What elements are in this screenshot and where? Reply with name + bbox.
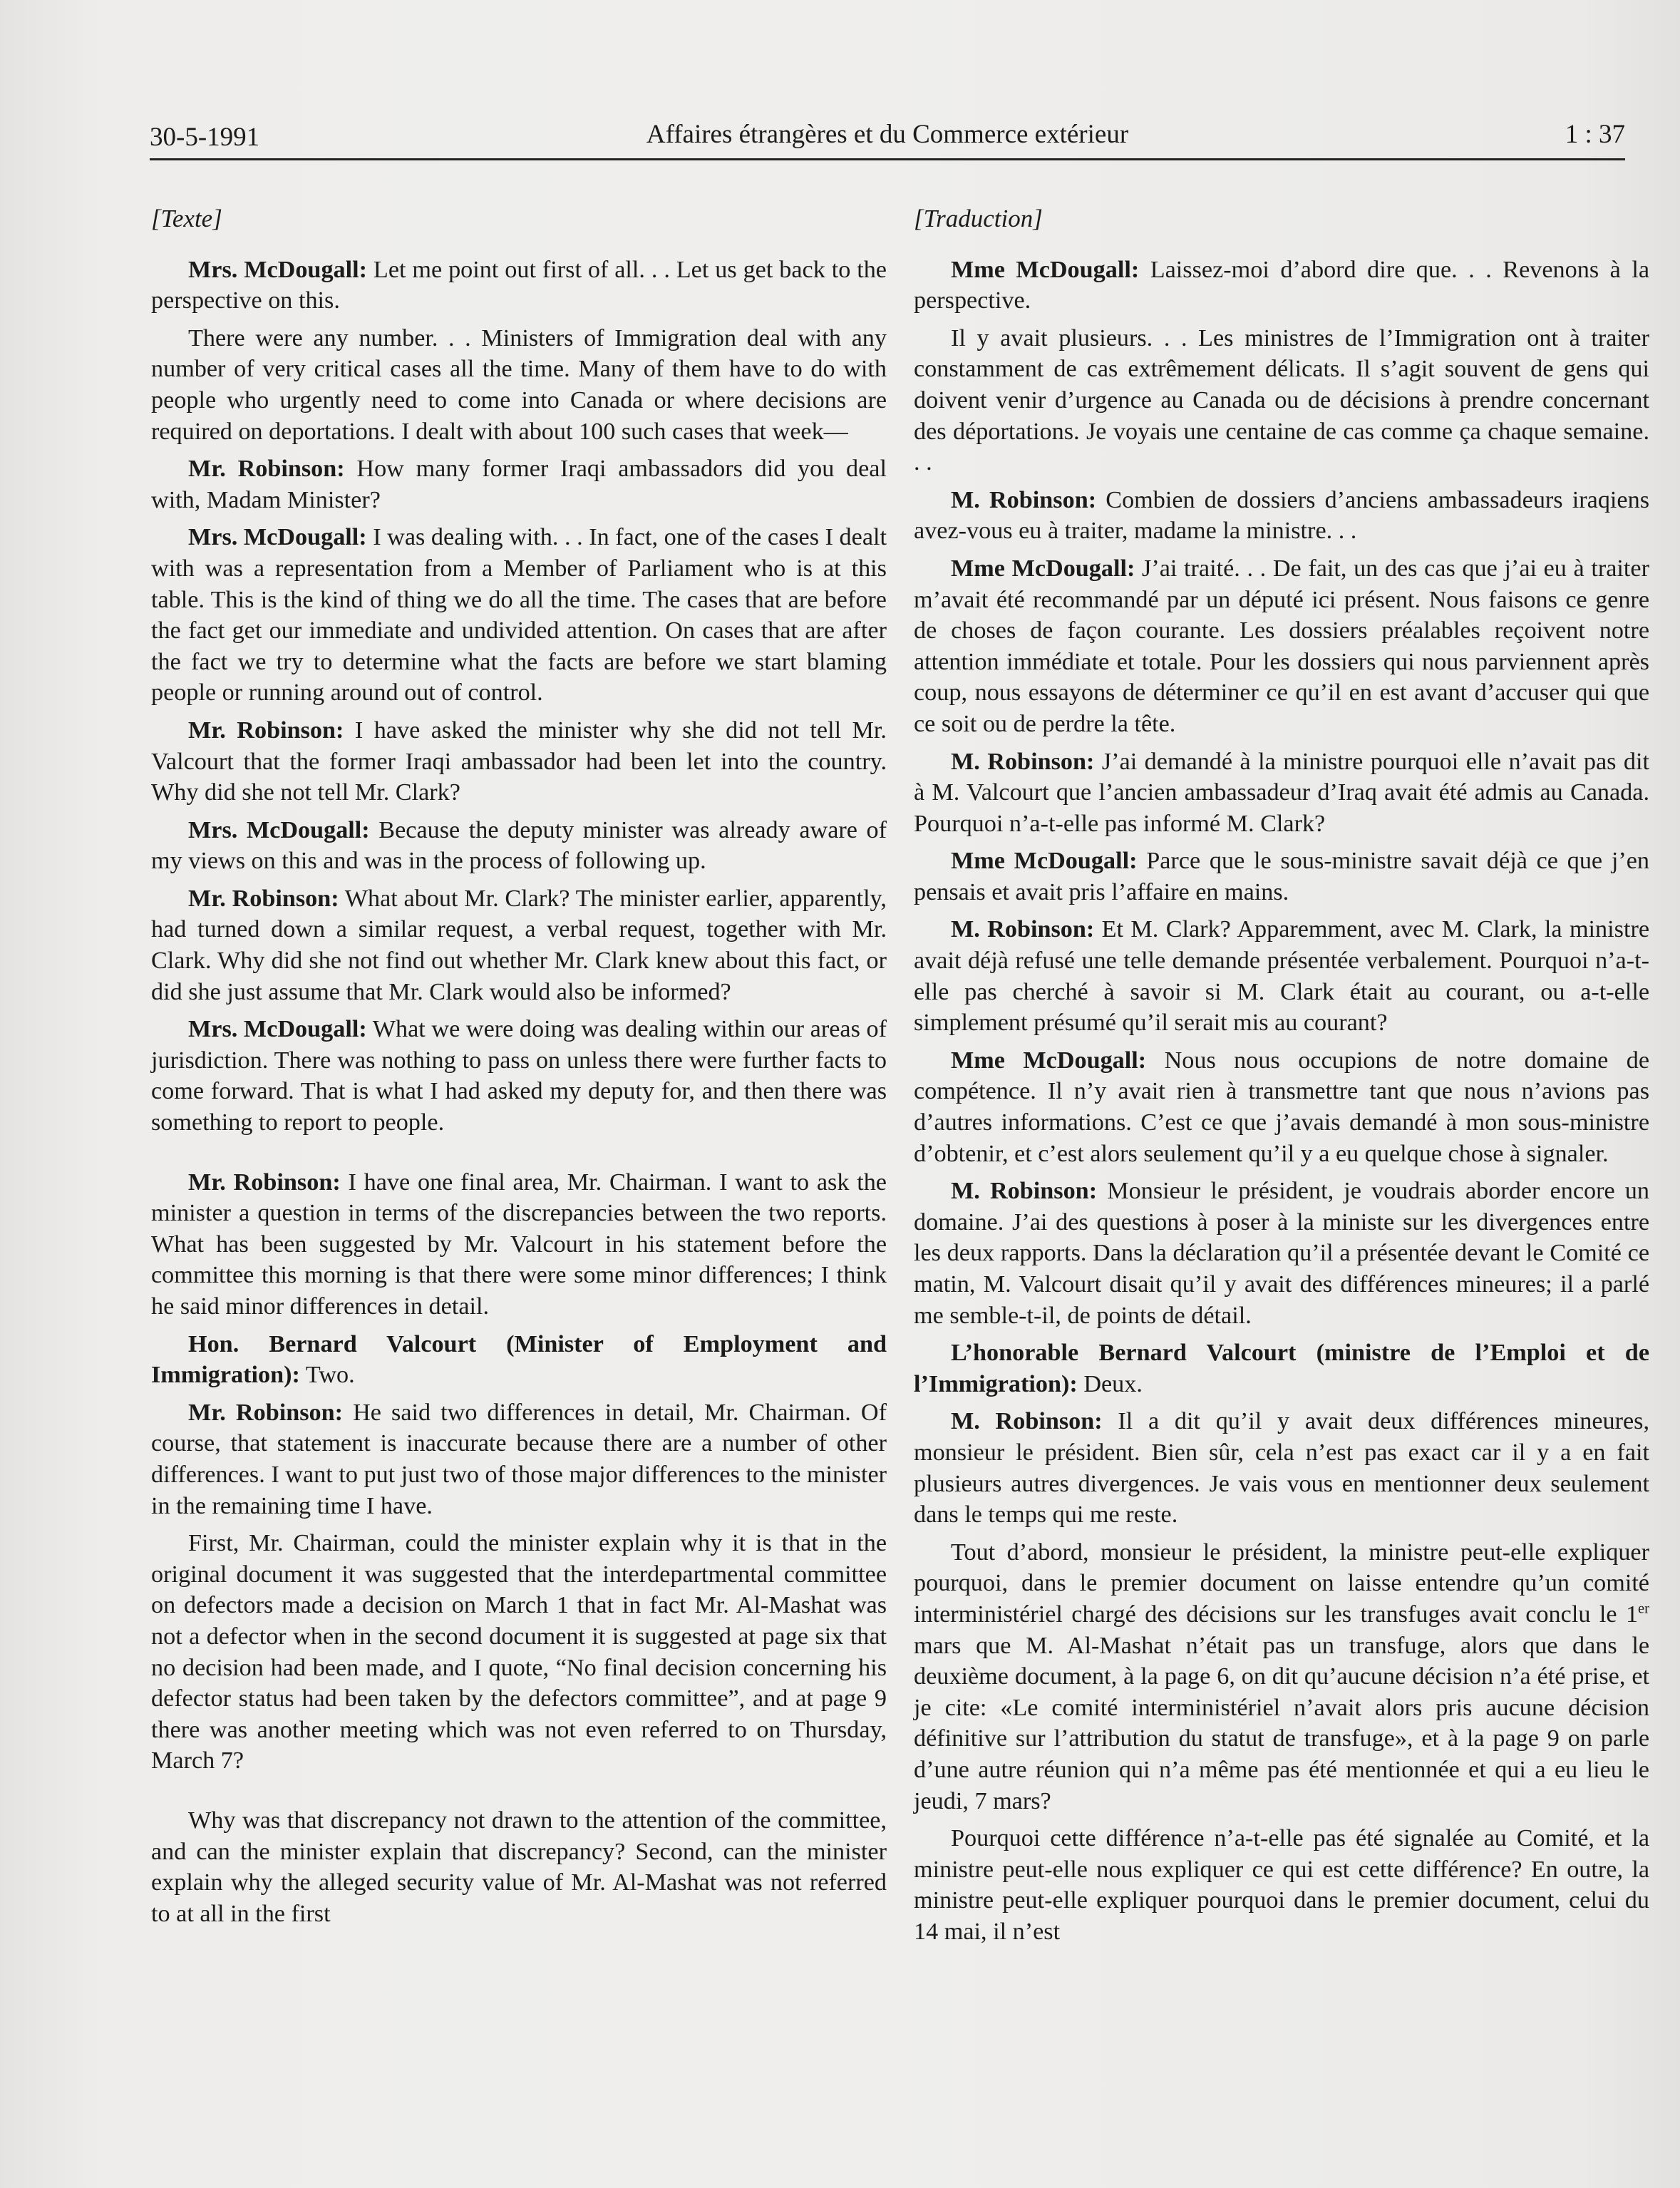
speaker: Mr. Robinson:	[188, 1399, 344, 1426]
header-date: 30-5-1991	[150, 123, 260, 152]
speaker: M. Robinson:	[951, 486, 1097, 513]
paragraph-text: Combien de dossiers d’anciens ambassadeurs iraqiens avez-vous eu à traiter, madame la ministre. . .	[914, 486, 1649, 545]
paragraph	[151, 815, 887, 877]
paragraph-text: Why was that discrepancy not drawn to the attention of the committee, and can the minister explain that discrepancy? Second, can the minister explain why the alleged security value of Mr. Al-Mashat was not referred to at all in the first	[151, 1807, 887, 1927]
paragraph-text: Pourquoi cette différence n’a-t-elle pas été signalée au Comité, et la ministre peut-elle nous expliquer ce qui est cette différence? En outre, la ministre peut-elle expliquer pourquoi dans le premier document, celui du 14 mai, il n’est	[914, 1825, 1649, 1945]
speaker: Mme McDougall:	[951, 256, 1140, 283]
speaker: Mrs. McDougall:	[188, 256, 368, 283]
paragraph-text: Il a dit qu’il y avait deux différences mineures, monsieur le président. Bien sûr, cela n’est pas exact car il y a en fait plusieurs autres divergences. Je vais vous en mentionner deux seulement dans le temps qui me reste.	[914, 1408, 1649, 1529]
paragraph-text: Monsieur le président, je voudrais aborder encore un domaine. J’ai des questions à poser à la ministe sur les divergences entre les deux rapports. Dans la déclaration qu’il a présentée devant le Comité ce matin, M. Valcourt disait qu’il y avait des différences mineures; il a parlé me semble-t-il, de points de détail.	[914, 1178, 1649, 1329]
paragraph	[914, 1337, 1649, 1399]
speaker: Hon. Bernard Valcourt (Minister of Employment and Immigration):	[151, 1330, 887, 1389]
paragraph-text: J’ai demandé à la ministre pourquoi elle n’avait pas dit à M. Valcourt que l’ancien ambassadeur d’Iraq avait été admis au Canada. Pourquoi n’a-t-elle pas informé M. Clark?	[914, 748, 1649, 837]
language-tag: [Texte]	[151, 205, 222, 232]
paragraph	[914, 1045, 1649, 1169]
paragraph-text: I have one final area, Mr. Chairman. I want to ask the minister a question in terms of the discrepancies between the two reports. What has been suggested by Mr. Valcourt in his statement before the committee this morning is that there were some minor differences; I think he said minor differences in detail.	[151, 1169, 887, 1320]
paragraph	[151, 1528, 887, 1777]
speaker: Mme McDougall:	[951, 555, 1135, 582]
paragraph	[914, 1537, 1649, 1817]
paragraph	[914, 1406, 1649, 1530]
paragraph	[914, 255, 1649, 317]
paragraph	[914, 553, 1649, 740]
paragraph	[151, 1805, 887, 1929]
paragraph	[151, 1329, 887, 1391]
paragraph	[151, 715, 887, 808]
paragraph-text: What we were doing was dealing within our areas of jurisdiction. There was nothing to pass on unless there were further facts to come forward. That is what I had asked my deputy for, and then there was something to report to people.	[151, 1016, 887, 1136]
paragraph-text: Tout d’abord, monsieur le président, la ministre peut-elle expliquer pourquoi, dans le premier document on laisse entendre qu’un comité interministériel chargé des décisions sur les transfuges avait conclu le 1er mars que M. Al-Mashat n’était pas un transfuge, alors que dans le deuxième document, à la page 6, on dit qu’aucune décision n’a été prise, et je cite: «Le comité interministériel n’avait alors pris aucune décision définitive sur l’attribution du statut de transfuge», et à la page 9 on parle d’une autre réunion qui n’a même pas été mentionnée et qui a eu lieu le jeudi, 7 mars?	[914, 1539, 1649, 1814]
speaker: Mr. Robinson:	[188, 717, 344, 744]
speaker: Mrs. McDougall:	[188, 524, 367, 551]
paragraph	[151, 1397, 887, 1521]
speaker: Mrs. McDougall:	[188, 1016, 367, 1043]
running-header	[150, 114, 1625, 160]
paragraph-text: He said two differences in detail, Mr. Chairman. Of course, that statement is inaccurate because there are a number of other differences. I want to put just two of those major differences to the minister in the remaining time I have.	[151, 1399, 887, 1519]
paragraph	[914, 746, 1649, 840]
paragraph	[914, 1823, 1649, 1947]
paragraph	[151, 522, 887, 709]
paragraph-text: How many former Iraqi ambassadors did you deal with, Madam Minister?	[151, 456, 887, 513]
paragraph	[914, 323, 1649, 478]
speaker: Mrs. McDougall:	[188, 816, 370, 843]
paragraph-text: Laissez-moi d’abord dire que. . . Revenons à la perspective.	[914, 256, 1649, 314]
paragraph-text: J’ai traité. . . De fait, un des cas que j’ai eu à traiter m’avait été recommandé par un député ici présent. Nous faisons ce genre de choses de façon courante. Les dossiers préalables reçoivent notre attention immédiate et totale. Pour les dossiers qui nous parviennent après coup, nous essayons de déterminer ce qu’il en est avant d’accuser qui que ce soit ou de perdre la tête.	[914, 555, 1649, 737]
paragraph-text: Nous nous occupions de notre domaine de compétence. Il n’y avait rien à transmettre tant que nous n’avions pas d’autres informations. C’est ce que j’avais demandé à mon sous-ministre d’obtenir, et c’est alors seulement qu’il y a eu quelque chose à signaler.	[914, 1047, 1649, 1167]
paragraph-text: First, Mr. Chairman, could the minister explain why it is that in the original document it was suggested that the interdepartmental committee on defectors made a decision on March 1 that in fact Mr. Al-Mashat was not a defector when in the second document it is suggested at page six that no decision had been made, and I quote, “No final decision concerning his defector status had been taken by the defectors committee”, and at page 9 there was another meeting which was not even referred to on Thursday, March 7?	[151, 1530, 887, 1774]
paragraph-text: Et M. Clark? Apparemment, avec M. Clark, la ministre avait déjà refusé une telle demande présentée verbalement. Pourquoi n’a-t-elle pas cherché à savoir si M. Clark était au courant, ou a-t-elle simplement présumé qu’il serait mis au courant?	[914, 916, 1650, 1037]
speaker: L’honorable Bernard Valcourt (ministre de l’Emploi et de l’Immigration):	[914, 1340, 1649, 1397]
paragraph	[151, 255, 887, 317]
speaker: Mr. Robinson:	[188, 456, 345, 483]
paragraph	[151, 883, 887, 1007]
speaker: Mme McDougall:	[951, 848, 1138, 875]
speaker: M. Robinson:	[951, 1408, 1103, 1435]
paragraph-text: Let me point out first of all. . . Let us get back to the perspective on this.	[151, 256, 887, 314]
paragraph-text: What about Mr. Clark? The minister earlier, apparently, had turned down a similar request, a verbal request, together with Mr. Clark. Why did she not find out whether Mr. Clark knew about this fact, or did she just assume that Mr. Clark would also be informed?	[151, 885, 887, 1005]
paragraph-text: I have asked the minister why she did not tell Mr. Valcourt that the former Iraqi ambassador had been let into the country. Why did she not tell Mr. Clark?	[151, 717, 887, 806]
paragraph-text: Il y avait plusieurs. . . Les ministres de l’Immigration ont à traiter constamment de cas extrêmement délicats. Il s’agit souvent de gens qui doivent venir d’urgence au Canada ou de décisions à prendre concernant des déportations. Je voyais une centaine de cas comme ça chaque semaine. . .	[914, 324, 1649, 476]
paragraph-text: I was dealing with. . . In fact, one of the cases I dealt with was a representation from a Member of Parliament who is at this table. This is the kind of thing we do all the time. The cases that are before the fact get our immediate and undivided attention. On cases that are after the fact we try to determine what the facts are before we start blaming people or running around out of control.	[151, 524, 887, 707]
french-column	[914, 203, 1649, 1953]
paragraph-text: Two.	[299, 1362, 355, 1389]
paragraph-text: Deux.	[1077, 1370, 1143, 1397]
speaker: Mr. Robinson:	[188, 885, 339, 912]
header-title: Affaires étrangères et du Commerce extérieur	[646, 120, 1129, 149]
paragraph	[151, 323, 887, 447]
paragraph	[151, 1014, 887, 1138]
paragraph	[151, 1167, 887, 1322]
paragraph	[914, 1176, 1649, 1331]
english-column	[151, 203, 887, 1936]
paragraph	[151, 453, 887, 515]
paragraph	[914, 914, 1649, 1038]
speaker: Mme McDougall:	[951, 1047, 1147, 1074]
paragraph	[914, 846, 1649, 908]
header-page-number: 1 : 37	[1565, 120, 1625, 149]
paragraph-text: There were any number. . . Ministers of Immigration deal with any number of very critical cases all the time. Many of them have to do with people who urgently need to come into Canada or where decisions are required on deportations. I dealt with about 100 such cases that week—	[151, 324, 887, 445]
paragraph	[914, 485, 1649, 547]
paragraph-text: Because the deputy minister was already aware of my views on this and was in the process of following up.	[151, 816, 887, 875]
paragraph-text: Parce que le sous-ministre savait déjà ce que j’en pensais et avait pris l’affaire en mains.	[914, 848, 1649, 905]
speaker: M. Robinson:	[951, 748, 1095, 775]
speaker: M. Robinson:	[951, 1178, 1098, 1205]
language-tag: [Traduction]	[914, 205, 1043, 232]
speaker: M. Robinson:	[951, 916, 1095, 943]
speaker: Mr. Robinson:	[188, 1169, 341, 1196]
